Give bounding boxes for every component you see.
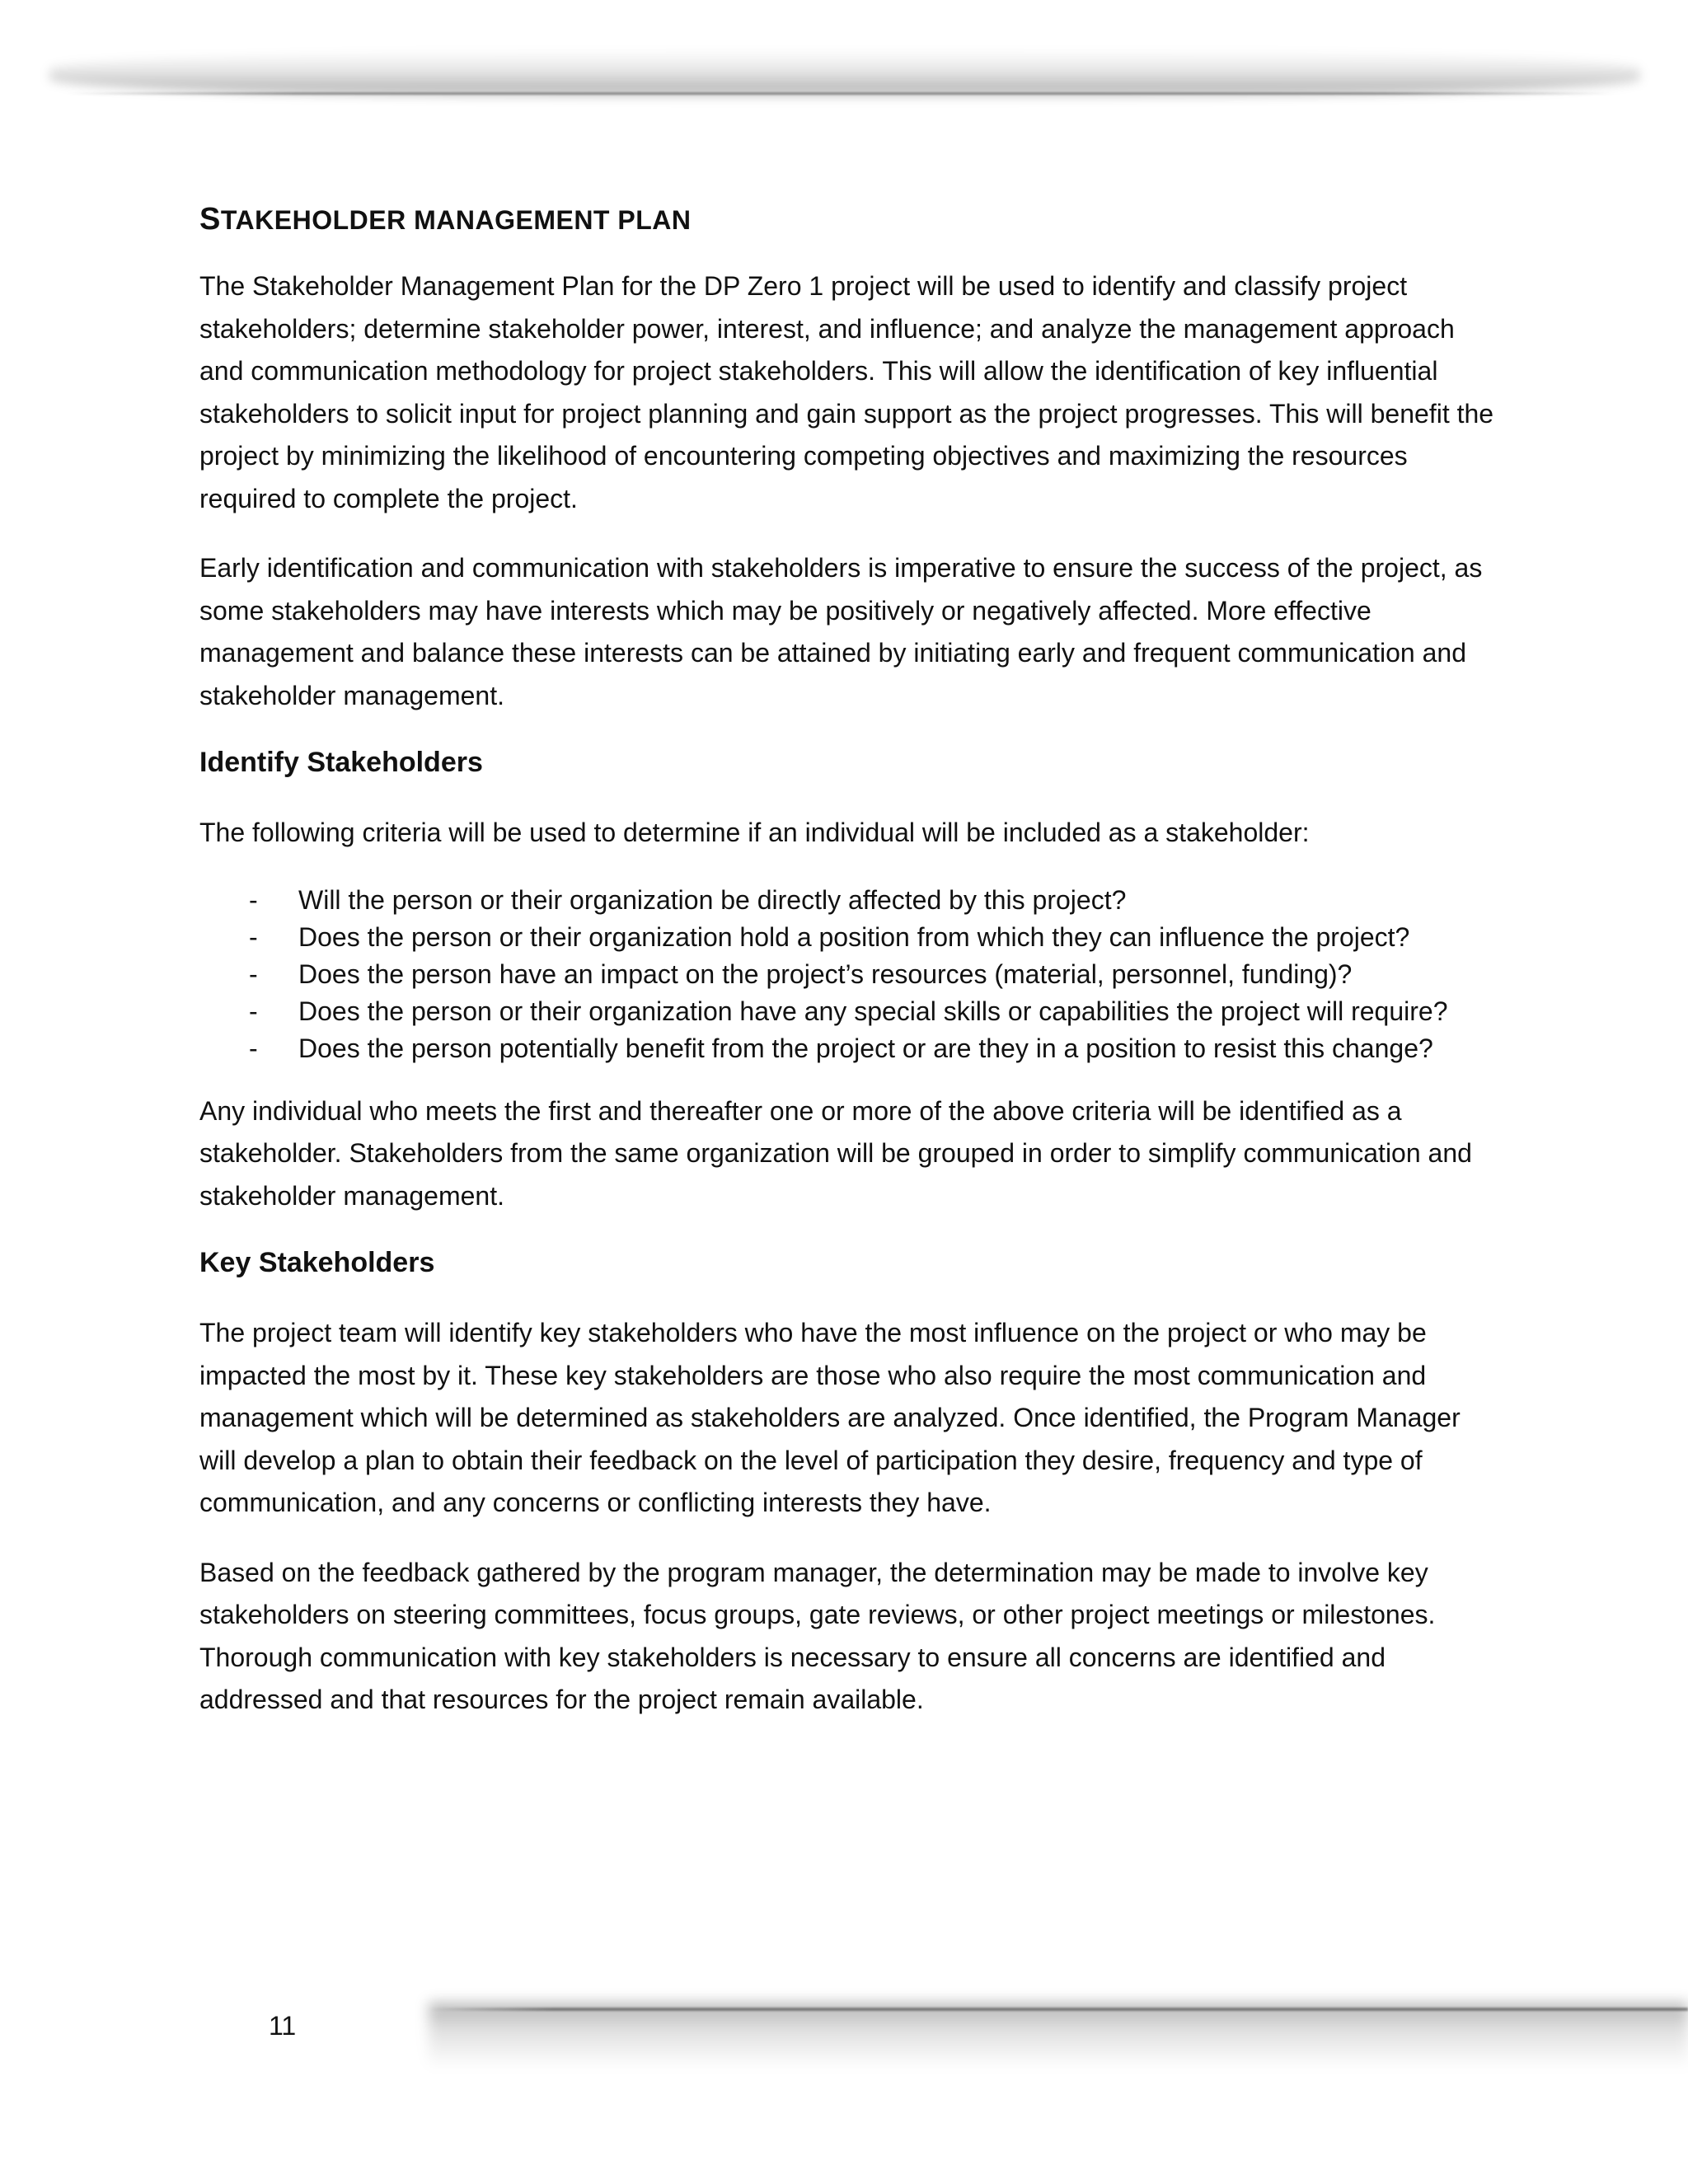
heading-first-letter: S (199, 202, 221, 237)
page-number: 11 (269, 2011, 297, 2041)
page-shadow-bottom-line (429, 2008, 1688, 2011)
criteria-text: Does the person or their organization hold a position from which they can influence the project? (298, 921, 1410, 952)
criteria-text: Does the person or their organization have any special skills or capabilities the project will require? (298, 996, 1448, 1026)
list-dash: - (249, 921, 258, 952)
intro-paragraph-1: The Stakeholder Management Plan for the DP Zero 1 project will be used to identify and classify project stakeholders; determine stakeholder power, interest, and influence; and analyze the management approach and communication methodology for project stakeholders. This will allow the identification of key influential stakeholders to solicit input for project planning and gain support as the project progresses. This will benefit the project by minimizing the likelihood of encountering competing objectives and maximizing the resources required to complete the project. (199, 271, 1494, 513)
identify-stakeholders-title: Identify Stakeholders (199, 747, 483, 778)
criteria-item (199, 882, 1502, 919)
section-heading (199, 202, 1502, 237)
criteria-text: Does the person have an impact on the project’s resources (material, personnel, funding)? (298, 958, 1353, 989)
key-paragraph-2: Based on the feedback gathered by the program manager, the determination may be made to involve key stakeholders on steering committees, focus groups, gate reviews, or other project meetings or milestones. Thorough communication with key stakeholders is necessary to ensure all concerns are identified and addressed and that resources for the project remain available. (199, 1557, 1436, 1714)
intro-paragraph-2: Early identification and communication with stakeholders is imperative to ensure the success of the project, as some stakeholders may have interests which may be positively or negatively affected. More effective management and balance these interests can be attained by initiating early and frequent communication and stakeholder management. (199, 553, 1483, 710)
criteria-list (199, 882, 1502, 1067)
page-shadow-top (49, 49, 1640, 99)
page-shadow-bottom (429, 2003, 1688, 2069)
criteria-text: Does the person potentially benefit from the project or are they in a position to resist this change? (298, 1033, 1433, 1063)
list-dash: - (249, 884, 258, 915)
key-paragraph-1: The project team will identify key stakeholders who have the most influence on the project or who may be impacted the most by it. These key stakeholders are those who also require the most communication and management which will be determined as stakeholders are analyzed. Once identified, the Program Manager will develop a plan to obtain their feedback on the level of participation they desire, frequency and type of communication, and any concerns or conflicting interests they have. (199, 1318, 1461, 1517)
criteria-item (199, 956, 1502, 993)
list-dash: - (249, 996, 258, 1026)
heading-rest: TAKEHOLDER MANAGEMENT PLAN (220, 205, 692, 235)
criteria-item (199, 919, 1502, 956)
identify-lead: The following criteria will be used to determine if an individual will be included as a stakeholder: (199, 818, 1310, 847)
identify-after-paragraph: Any individual who meets the first and thereafter one or more of the above criteria will be identified as a stakeholder. Stakeholders from the same organization will be grouped in order to simplify communication and stakeholder management. (199, 1095, 1472, 1211)
criteria-text: Will the person or their organization be directly affected by this project? (298, 884, 1127, 915)
page-shadow-top-line (66, 92, 1615, 95)
list-dash: - (249, 1033, 258, 1063)
key-stakeholders-title: Key Stakeholders (199, 1247, 435, 1278)
criteria-item (199, 1030, 1502, 1067)
page-content (199, 202, 1502, 1749)
criteria-item (199, 993, 1502, 1030)
list-dash: - (249, 958, 258, 989)
